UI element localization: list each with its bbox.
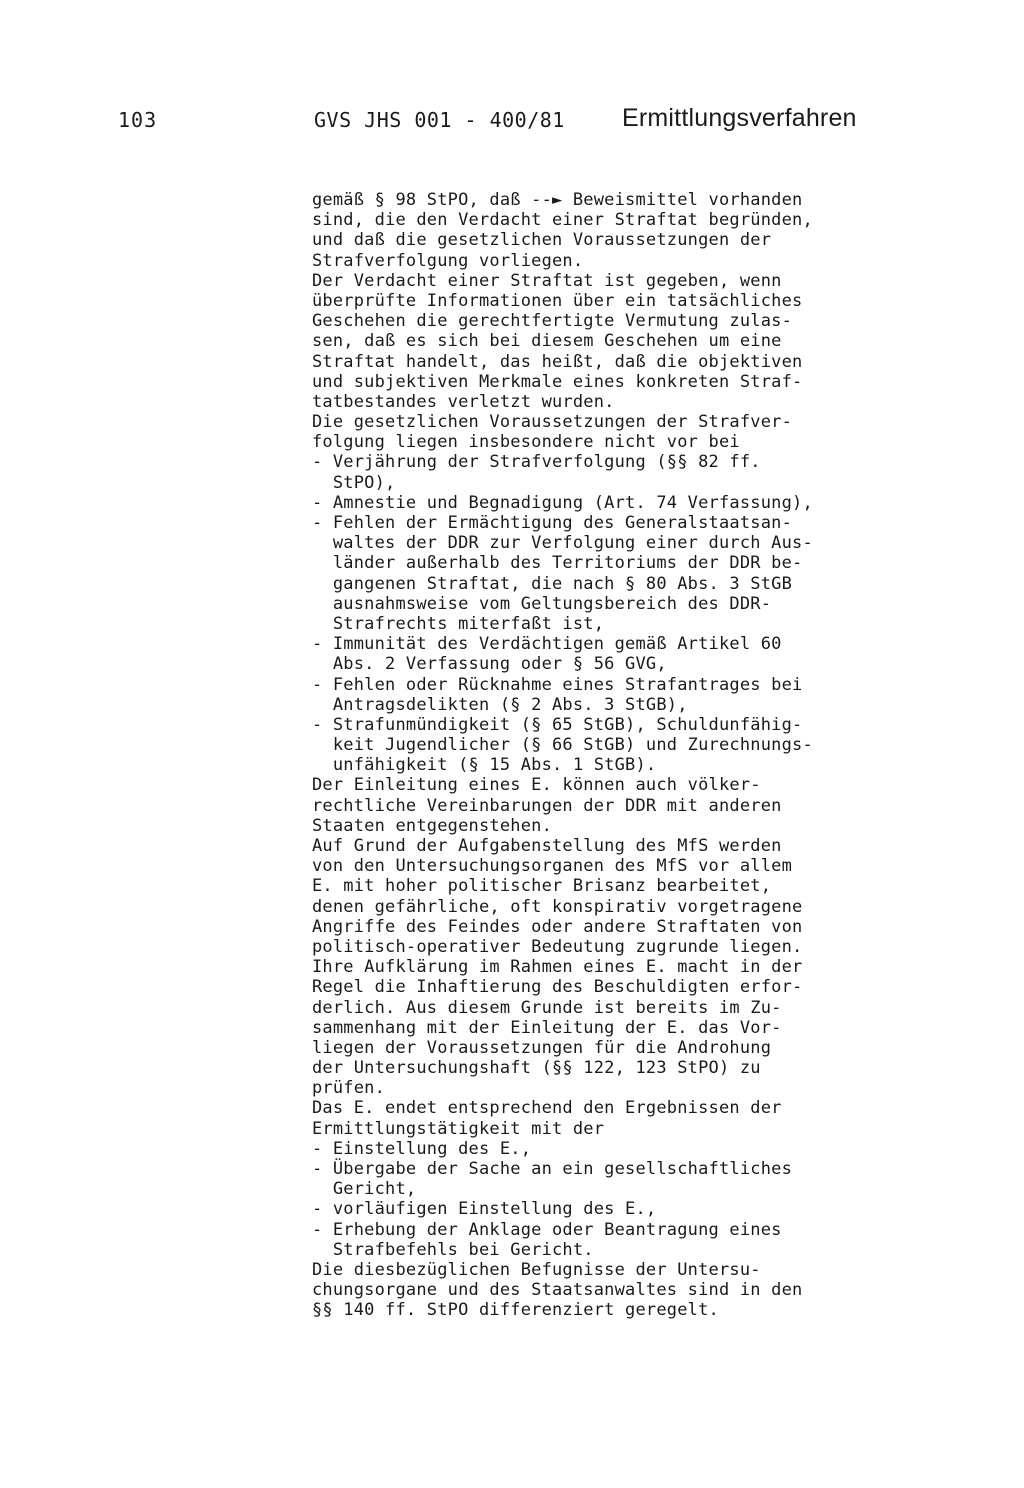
text-line: Der Verdacht einer Straftat ist gegeben, wenn	[312, 270, 782, 291]
text-line: - Amnestie und Begnadigung (Art. 74 Verfassung),	[312, 492, 813, 513]
text-line: Der Einleitung eines E. können auch völker-	[312, 775, 761, 796]
text-line: der Untersuchungshaft (§§ 122, 123 StPO) zu	[312, 1058, 761, 1079]
text-line: - Erhebung der Anklage oder Beantragung eines	[312, 1219, 782, 1240]
text-line: Strafverfolgung vorliegen.	[312, 250, 584, 271]
text-line: Regel die Inhaftierung des Beschuldigten erfor-	[312, 977, 803, 998]
text-line: überprüfte Informationen über ein tatsächliches	[312, 290, 803, 311]
text-line: - Immunität des Verdächtigen gemäß Artikel 60	[312, 634, 782, 655]
text-line: StPO),	[312, 472, 396, 493]
text-line: Die diesbezüglichen Befugnisse der Untersu-	[312, 1259, 761, 1280]
text-line: Geschehen die gerechtfertigte Vermutung zulas-	[312, 311, 793, 332]
text-line: Ihre Aufklärung im Rahmen eines E. macht in der	[312, 957, 803, 978]
text-line: - Strafunmündigkeit (§ 65 StGB), Schuldunfähig-	[312, 714, 803, 735]
text-line: prüfen.	[312, 1078, 386, 1099]
text-line: waltes der DDR zur Verfolgung einer durch Aus-	[312, 533, 813, 554]
text-line: denen gefährliche, oft konspirativ vorgetragene	[312, 896, 803, 917]
page-header	[0, 104, 1024, 140]
text-line: Auf Grund der Aufgabenstellung des MfS werden	[312, 836, 782, 856]
text-line: unfähigkeit (§ 15 Abs. 1 StGB).	[312, 755, 657, 776]
text-line: folgung liegen insbesondere nicht vor bei	[312, 432, 740, 453]
text-line: - Fehlen oder Rücknahme eines Strafantrages bei	[312, 674, 803, 695]
text-line: und subjektiven Merkmale eines konkreten Straf-	[312, 371, 803, 392]
text-line: tatbestandes verletzt wurden.	[312, 391, 615, 412]
document-reference: GVS JHS 001 - 400/81	[314, 108, 565, 132]
text-line: - Übergabe der Sache an ein gesellschaftliches	[312, 1159, 793, 1179]
text-line: von den Untersuchungsorganen des MfS vor allem	[312, 856, 793, 877]
text-line: §§ 140 ff. StPO differenziert geregelt.	[312, 1300, 719, 1321]
text-line: Ermittlungstätigkeit mit der	[312, 1118, 605, 1139]
text-line: rechtliche Vereinbarungen der DDR mit anderen	[312, 795, 782, 816]
text-line: gemäß § 98 StPO, daß --► Beweismittel vorhanden	[312, 190, 803, 210]
text-line: sammenhang mit der Einleitung der E. das Vor-	[312, 1017, 782, 1038]
text-line: Strafrechts miterfaßt ist,	[312, 613, 605, 634]
text-line: Das E. endet entsprechend den Ergebnissen der	[312, 1098, 782, 1119]
text-line: liegen der Voraussetzungen für die Androhung	[312, 1037, 772, 1058]
text-line: Strafbefehls bei Gericht.	[312, 1239, 594, 1260]
text-line: E. mit hoher politischer Brisanz bearbeitet,	[312, 876, 772, 897]
text-line: - Fehlen der Ermächtigung des Generalstaatsan-	[312, 513, 793, 533]
section-title: Ermittlungsverfahren	[622, 104, 857, 132]
text-line: Antragsdelikten (§ 2 Abs. 3 StGB),	[312, 694, 688, 715]
text-line: Die gesetzlichen Voraussetzungen der Strafver-	[312, 412, 793, 433]
text-line: derlich. Aus diesem Grunde ist bereits im Zu-	[312, 997, 782, 1018]
text-line: Abs. 2 Verfassung oder § 56 GVG,	[312, 654, 667, 675]
text-line: chungsorgane und des Staatsanwaltes sind in den	[312, 1280, 803, 1301]
text-line: gangenen Straftat, die nach § 80 Abs. 3 StGB	[312, 573, 793, 594]
text-line: - vorläufigen Einstellung des E.,	[312, 1199, 657, 1220]
text-line: sind, die den Verdacht einer Straftat begründen,	[312, 210, 813, 231]
page-number: 103	[118, 108, 158, 132]
text-line: - Verjährung der Strafverfolgung (§§ 82 ff.	[312, 452, 761, 473]
text-line: politisch-operativer Bedeutung zugrunde liegen.	[312, 936, 803, 957]
text-line: Gericht,	[312, 1179, 417, 1200]
text-line: sen, daß es sich bei diesem Geschehen um eine	[312, 331, 782, 352]
text-line: - Einstellung des E.,	[312, 1138, 532, 1159]
text-line: Straftat handelt, das heißt, daß die objektiven	[312, 351, 803, 372]
text-line: länder außerhalb des Territoriums der DDR be-	[312, 553, 803, 574]
text-line: keit Jugendlicher (§ 66 StGB) und Zurechnungs-	[312, 735, 813, 756]
text-line: Angriffe des Feindes oder andere Straftaten von	[312, 916, 803, 937]
text-line: und daß die gesetzlichen Voraussetzungen der	[312, 230, 772, 251]
body-text	[312, 190, 912, 1321]
text-line: Staaten entgegenstehen.	[312, 815, 553, 836]
text-line: ausnahmsweise vom Geltungsbereich des DDR-	[312, 593, 772, 614]
